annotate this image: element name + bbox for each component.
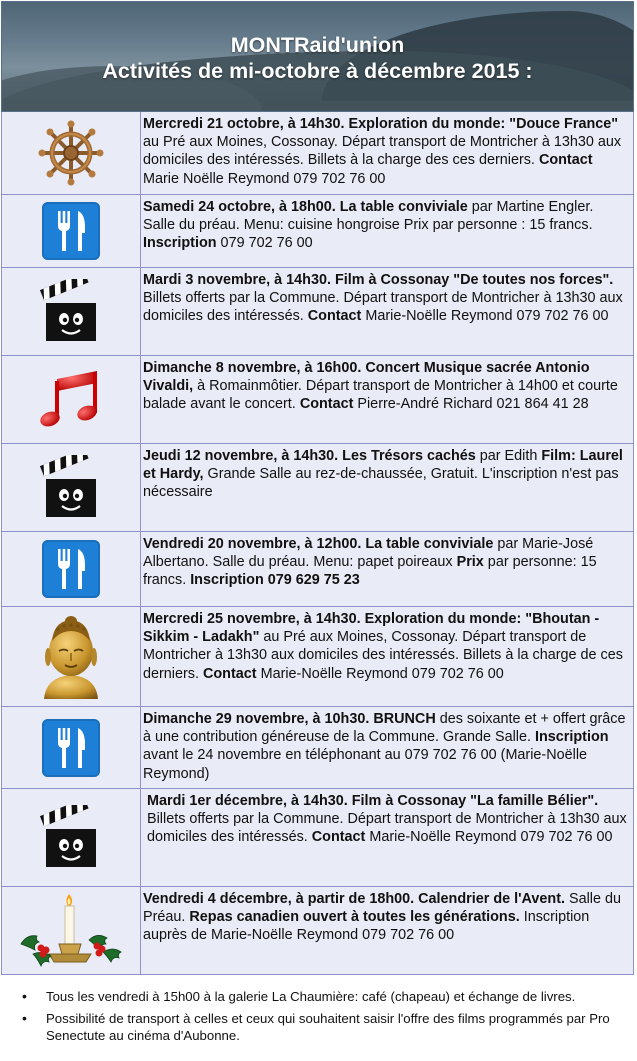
film-clapper-icon <box>40 805 102 871</box>
event-text <box>143 359 629 414</box>
event-contact: avant le 24 novembre en téléphonant au 079 702 76 00 (Marie-Noëlle Reymond) <box>143 747 588 782</box>
notes-list <box>22 988 634 1049</box>
event-text <box>143 610 629 683</box>
buddha-icon <box>38 615 104 699</box>
event-icon-cell <box>2 195 141 267</box>
event-row <box>1 707 634 789</box>
event-contact: Marie Noëlle Reymond 079 702 76 00 <box>143 170 386 187</box>
event-icon-cell <box>2 607 141 706</box>
event-contact: par personne: 15 francs. <box>143 554 597 589</box>
event-title: Vendredi 4 décembre, à partir de 18h00. Calendrier de l'Avent. <box>143 891 565 907</box>
event-title: Mardi 3 novembre, à 14h30. Film à Cossonay "De toutes nos forces". <box>143 272 614 288</box>
event-row <box>1 887 634 975</box>
event-body: des soixante et + offert grâce à une contribution généreuse de la Commune. Grande Salle. <box>143 711 626 746</box>
note-item: • Possibilité de transport à celles et ceux qui souhaitent saisir l'offre des films programmés par Pro Senectute au cinéma d'Aubonne. <box>22 1010 634 1044</box>
event-row <box>1 195 634 268</box>
event-icon-cell <box>2 112 141 194</box>
event-contact-label: Contact <box>203 665 257 682</box>
event-body: Salle du Préau. <box>143 891 621 926</box>
title-line-1: MONTRaid'union <box>230 33 405 57</box>
event-contact-label: Repas canadien ouvert à toutes les générations. <box>189 909 520 926</box>
event-row <box>1 112 634 195</box>
note-item: • Tous les vendredi à 15h00 à la galerie La Chaumière: café (chapeau) et échange de livres. <box>22 988 634 1005</box>
event-title: Mercredi 25 novembre, à 14h30. Exploration du monde: "Bhoutan - Sikkim - Ladakh" <box>143 611 600 646</box>
event-contact: Marie-Noëlle Reymond 079 702 76 00 <box>365 829 613 846</box>
event-text <box>147 792 629 847</box>
event-contact: Marie-Noëlle Reymond 079 702 76 00 <box>361 308 609 325</box>
event-text <box>143 447 629 502</box>
events-table <box>1 112 634 975</box>
event-contact-label: Contact <box>307 308 362 325</box>
event-title: Mardi 1er décembre, à 14h30. Film à Cossonay "La famille Bélier". <box>147 793 599 809</box>
music-note-icon <box>39 369 103 431</box>
event-row <box>1 607 634 707</box>
event-body: à Romainmôtier. Départ transport de Montricher à 14h00 et courte balade avant le concert. <box>143 378 618 413</box>
event-row <box>1 268 634 356</box>
event-icon-cell <box>2 356 141 443</box>
event-contact: Pierre-André Richard 021 864 41 28 <box>353 396 589 413</box>
event-row <box>1 532 634 607</box>
film-clapper-icon <box>40 455 102 521</box>
event-title: Jeudi 12 novembre, à 14h30. Les Trésors cachés <box>143 448 476 464</box>
event-title: Mercredi 21 octobre, à 14h30. Exploration du monde: "Douce France" <box>143 116 619 132</box>
event-body: par Marie-José Albertano. Salle du préau. Menu: papet poireaux <box>143 536 594 571</box>
ship-wheel-icon <box>38 120 104 186</box>
event-title: Samedi 24 octobre, à 18h00. La table conviviale <box>143 199 468 215</box>
event-text <box>143 890 629 945</box>
event-text <box>143 710 629 783</box>
candle-holly-icon <box>19 892 123 970</box>
event-row <box>1 356 634 444</box>
event-contact-label: Contact <box>538 152 593 169</box>
event-contact: Grande Salle au rez-de-chaussée, Gratuit. L'inscription n'est pas nécessaire <box>143 466 619 501</box>
event-text <box>143 535 629 590</box>
event-title: Vendredi 20 novembre, à 12h00. La table conviviale <box>143 536 494 552</box>
fork-knife-icon <box>42 719 100 777</box>
event-body: par Edith <box>475 448 542 464</box>
event-title: Dimanche 29 novembre, à 10h30. BRUNCH <box>143 711 436 727</box>
event-contact: 079 702 76 00 <box>216 235 313 252</box>
film-clapper-icon <box>40 279 102 345</box>
event-contact: Inscription auprès de Marie-Noëlle Reymond 079 702 76 00 <box>143 909 590 944</box>
event-body: Billets offerts par la Commune. Départ transport de Montricher à 13h30 aux domiciles des intéressés. <box>143 290 623 325</box>
page-title <box>2 32 633 84</box>
event-body: par Martine Engler. Salle du préau. Menu: cuisine hongroise Prix par personne : 15 francs. <box>143 199 594 234</box>
event-contact-label: Prix <box>456 554 484 571</box>
event-icon-cell <box>2 532 141 606</box>
event-icon-cell <box>2 444 141 531</box>
fork-knife-icon <box>42 202 100 260</box>
event-title: Dimanche 8 novembre, à 16h00. Concert Musique sacrée Antonio Vivaldi, <box>143 360 590 395</box>
event-contact-label: Contact <box>299 396 354 413</box>
event-contact-label: Film: Laurel et Hardy, <box>143 448 623 483</box>
event-contact-label: Inscription <box>535 729 609 746</box>
event-icon-cell <box>2 887 141 974</box>
event-inscription: Inscription 079 629 75 23 <box>190 572 360 589</box>
event-row <box>1 444 634 532</box>
event-body: au Pré aux Moines, Cossonay. Départ transport de Montricher à 13h30 aux domiciles des intéressés. Billets à la charge de ces derniers. <box>143 629 623 682</box>
event-body: au Pré aux Moines, Cossonay. Départ transport de Montricher à 13h30 aux domiciles des intéressés. Billets à la charge des ces derniers. <box>143 134 622 169</box>
event-text <box>143 115 629 188</box>
event-icon-cell <box>2 789 141 886</box>
event-text <box>143 271 629 326</box>
event-icon-cell <box>2 707 141 788</box>
event-row <box>1 789 634 887</box>
fork-knife-icon <box>42 540 100 598</box>
event-contact: Marie-Noëlle Reymond 079 702 76 00 <box>256 665 504 682</box>
event-text <box>143 198 629 253</box>
event-body: Billets offerts par la Commune. Départ transport de Montricher à 13h30 aux domiciles des intéressés. <box>147 811 627 846</box>
event-icon-cell <box>2 268 141 355</box>
title-line-2: Activités de mi-octobre à décembre 2015 : <box>102 59 533 83</box>
header-banner <box>1 1 634 112</box>
event-contact-label: Contact <box>311 829 366 846</box>
event-contact-label: Inscription <box>143 235 217 252</box>
